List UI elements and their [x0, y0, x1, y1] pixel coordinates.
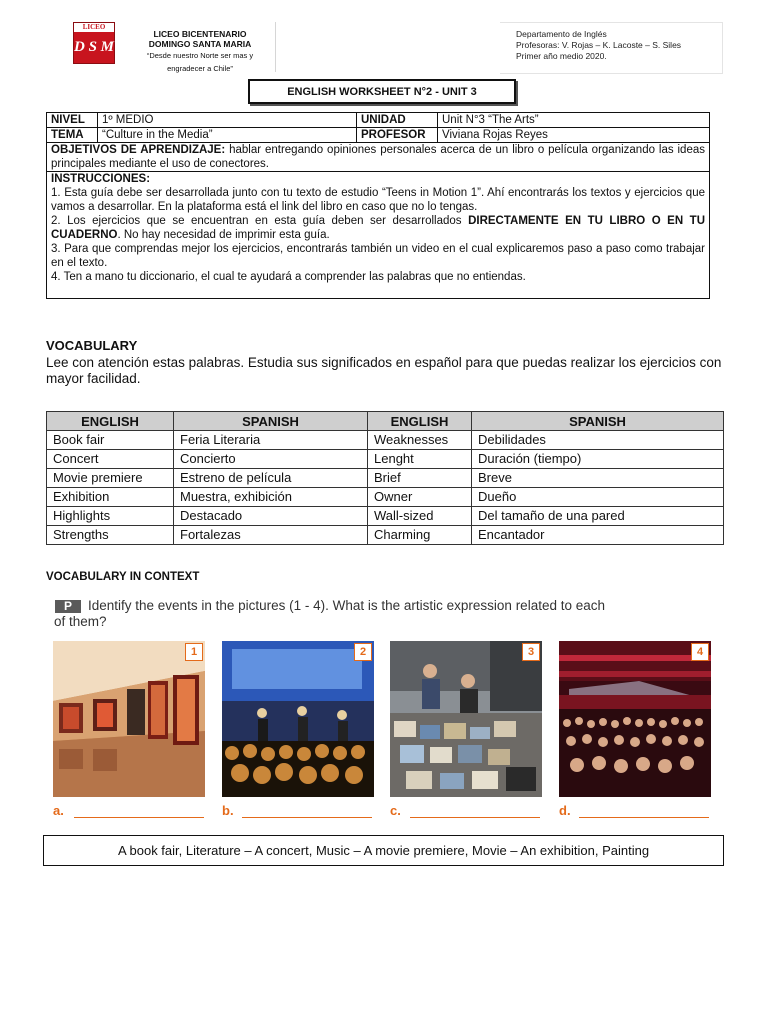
objectives-cell — [47, 143, 710, 172]
picture-exhibition — [53, 641, 205, 797]
instruction-2 — [51, 214, 705, 242]
instructions-cell — [47, 172, 710, 299]
spanish-meaning-2: Dueño — [472, 488, 724, 507]
exercise-prompt-1: Identify the events in the pictures (1 - 4). What is the artistic expression related to each — [88, 598, 606, 613]
picture-concert — [222, 641, 374, 797]
info-row-1 — [47, 113, 710, 128]
vocabulary-table — [46, 411, 724, 545]
english-word: Book fair — [47, 431, 174, 450]
answer-line-c[interactable] — [410, 817, 540, 818]
vocabulary-row — [47, 469, 724, 488]
school-motto-1: “Desde nuestro Norte ser mas y — [146, 51, 254, 60]
exercise-badge: P — [55, 600, 81, 613]
tema-label: TEMA — [47, 128, 98, 143]
answer-line-d[interactable] — [579, 817, 709, 818]
english-word-2: Charming — [368, 526, 472, 545]
spanish-meaning-2: Del tamaño de una pared — [472, 507, 724, 526]
answer-line-b[interactable] — [242, 817, 372, 818]
school-name-2: DOMINGO SANTA MARIA — [148, 39, 252, 49]
logo-initials: D S M — [74, 39, 115, 55]
instruction-2-c: . No hay necesidad de imprimir esta guía. — [117, 229, 330, 241]
department-name: Departamento de Inglés — [516, 29, 607, 39]
english-word-2: Lenght — [368, 450, 472, 469]
answer-letter-b: b. — [222, 803, 234, 818]
unidad-value: Unit N°3 “The Arts” — [438, 113, 710, 128]
exercise-prompt-2: of them? — [54, 614, 107, 629]
school-motto-2: engradecer a Chile” — [167, 64, 233, 73]
col-header-spanish-2: SPANISH — [472, 412, 724, 431]
unidad-label: UNIDAD — [357, 113, 438, 128]
profesor-label: PROFESOR — [357, 128, 438, 143]
answer-letter-a: a. — [53, 803, 64, 818]
vocabulary-row — [47, 507, 724, 526]
header-divider — [275, 22, 276, 72]
english-word-2: Weaknesses — [368, 431, 472, 450]
picture-book-fair — [390, 641, 542, 797]
spanish-meaning: Estreno de película — [174, 469, 368, 488]
english-word-2: Owner — [368, 488, 472, 507]
picture-movie-premiere — [559, 641, 711, 797]
english-word-2: Brief — [368, 469, 472, 488]
vocabulary-row — [47, 431, 724, 450]
instruction-2-a: 2. Los ejercicios que se encuentran en esta guía deben ser desarrollados — [51, 215, 469, 227]
context-title: VOCABULARY IN CONTEXT — [46, 571, 200, 583]
english-word-2: Wall-sized — [368, 507, 472, 526]
english-word: Movie premiere — [47, 469, 174, 488]
english-word: Concert — [47, 450, 174, 469]
instruction-3: 3. Para que comprendas mejor los ejercicios, encontrarás también un video en el cual explicaremos paso a paso como trabajar en el texto. — [51, 243, 705, 269]
english-word: Exhibition — [47, 488, 174, 507]
vocabulary-intro: Lee con atención estas palabras. Estudia sus significados en español para que puedas realizar los ejercicios con mayor facilidad. — [46, 355, 722, 386]
answer-letter-d: d. — [559, 803, 571, 818]
vocabulary-row — [47, 450, 724, 469]
picture-number-4: 4 — [691, 643, 709, 661]
info-table — [46, 112, 710, 299]
spanish-meaning-2: Encantador — [472, 526, 724, 545]
worksheet-title: ENGLISH WORKSHEET N°2 - UNIT 3 — [248, 79, 516, 104]
col-header-spanish: SPANISH — [174, 412, 368, 431]
course-line: Primer año medio 2020. — [516, 51, 607, 61]
spanish-meaning: Destacado — [174, 507, 368, 526]
vocabulary-row — [47, 488, 724, 507]
spanish-meaning-2: Breve — [472, 469, 724, 488]
logo-top-text: LICEO — [74, 23, 114, 32]
objectives-label: OBJETIVOS DE APRENDIZAJE: — [51, 144, 226, 156]
answer-letter-c: c. — [390, 803, 401, 818]
info-row-objectives — [47, 143, 710, 172]
school-name-1: LICEO BICENTENARIO — [153, 29, 247, 39]
vocabulary-title: VOCABULARY — [46, 338, 138, 353]
profesor-value: Viviana Rojas Reyes — [438, 128, 710, 143]
nivel-label: NIVEL — [47, 113, 98, 128]
vocabulary-row — [47, 526, 724, 545]
instruction-4: 4. Ten a mano tu diccionario, el cual te ayudará a comprender las palabras que no entiendas. — [51, 271, 526, 283]
tema-value: “Culture in the Media” — [98, 128, 357, 143]
english-word: Strengths — [47, 526, 174, 545]
nivel-value: 1º MEDIO — [98, 113, 357, 128]
spanish-meaning-2: Debilidades — [472, 431, 724, 450]
vocabulary-header-row — [47, 412, 724, 431]
teachers-line: Profesoras: V. Rojas – K. Lacoste – S. Siles — [516, 40, 682, 50]
spanish-meaning-2: Duración (tiempo) — [472, 450, 724, 469]
spanish-meaning: Fortalezas — [174, 526, 368, 545]
objectives-text: hablar entregando opiniones personales acerca de un libro o película organizando las ideas principales mediante el uso de conectores. — [51, 144, 705, 170]
spanish-meaning: Muestra, exhibición — [174, 488, 368, 507]
instruction-2-bold: DIRECTAMENTE EN TU LIBRO O EN TU CUADERNO — [51, 215, 706, 241]
answer-key-box: A book fair, Literature – A concert, Music – A movie premiere, Movie – An exhibition, Painting — [43, 835, 724, 866]
department-info — [516, 29, 681, 62]
answer-line-a[interactable] — [74, 817, 204, 818]
picture-number-3: 3 — [522, 643, 540, 661]
col-header-english: ENGLISH — [47, 412, 174, 431]
info-row-instructions — [47, 172, 710, 299]
spanish-meaning: Concierto — [174, 450, 368, 469]
school-logo — [73, 22, 115, 64]
school-info — [120, 29, 280, 75]
english-word: Highlights — [47, 507, 174, 526]
instruction-1: 1. Esta guía debe ser desarrollada junto con tu texto de estudio “Teens in Motion 1”. Ahí encontrarás los textos y ejercicios que vamos a desarrollar. En la plataforma está el link del libro en caso que no lo tengas. — [51, 187, 705, 213]
picture-number-2: 2 — [354, 643, 372, 661]
info-row-2 — [47, 128, 710, 143]
spanish-meaning: Feria Literaria — [174, 431, 368, 450]
picture-number-1: 1 — [185, 643, 203, 661]
col-header-english-2: ENGLISH — [368, 412, 472, 431]
instructions-label: INSTRUCCIONES: — [51, 173, 151, 185]
